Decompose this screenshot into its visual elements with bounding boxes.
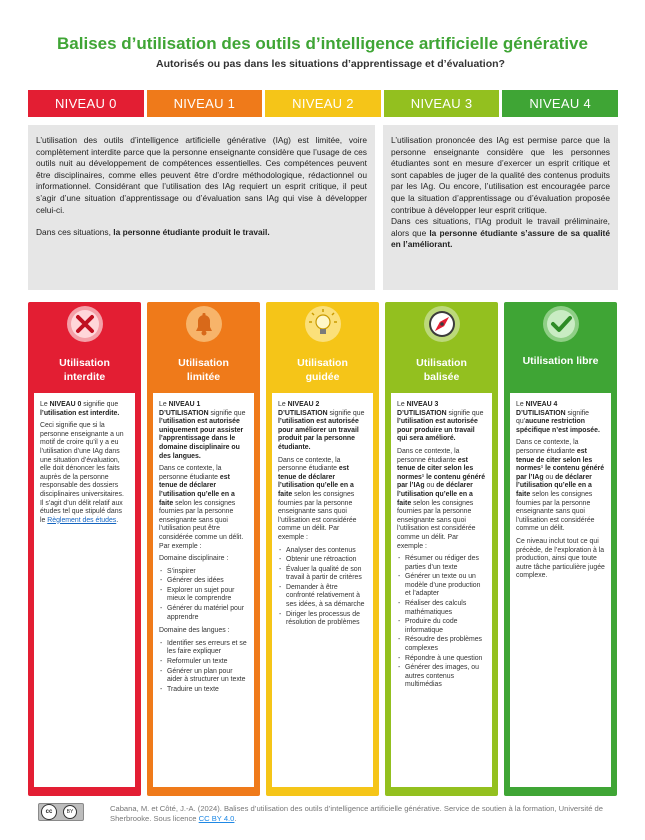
description-high-levels — [383, 125, 618, 290]
list-item: - Générer des idées — [159, 577, 248, 586]
list-item: - Obtenir une rétroaction — [278, 556, 367, 565]
examples-list — [278, 547, 367, 628]
x-mark-icon — [65, 304, 105, 344]
levels-bar — [28, 90, 618, 117]
list-item: - Résoudre des problèmes complexes — [397, 636, 486, 653]
examples-list-languages — [159, 640, 248, 695]
list-item: - Générer des images, ou autres contenus multimédias — [397, 664, 486, 690]
column-body: Le NIVEAU 1 D’UTILISATION signifie que l’utilisation est autorisée uniquement pour assister l’apprentissage dans le domaine disciplinaire ou des langues. Dans ce contexte, la personne étudiante est tenue de déclarer l’utilisation qu’elle en a faite selon les consignes fournies par la personne enseignante sans quoi l’utilisation peut être considérée comme un délit. Par exemple : Domaine disciplinaire : - S’inspirer - Générer des idées - Explorer un sujet pour mieux le comprendre - Générer du matériel pour apprendre Domaine des langues : - Identifier ses erreurs et se les faire expliquer - Reformuler un texte - Générer un plan pour aider à structurer un texte - Traduire un texte — [153, 393, 254, 787]
checkmark-icon — [541, 304, 581, 344]
examples-list-disciplinary — [159, 568, 248, 623]
footer-citation: Cabana, M. et Côté, J.-A. (2024). Balises d’utilisation des outils d’intelligence artificielle générative. Service de soutien à la formation, Université de Sherbrooke. Sous licence CC BY 4.0. — [110, 804, 604, 823]
level-2-label: NIVEAU 2 — [265, 90, 381, 117]
list-item: - Évaluer la qualité de son travail à partir de critères — [278, 566, 367, 583]
list-item: - Diriger les processus de résolution de problèmes — [278, 611, 367, 628]
list-item: - Répondre à une question — [397, 655, 486, 664]
column-heading: Utilisation libre — [522, 355, 599, 367]
column-level-3 — [385, 302, 498, 796]
compass-icon — [422, 304, 462, 344]
level-3-label: NIVEAU 3 — [384, 90, 500, 117]
column-heading: Utilisation limitée — [178, 357, 229, 383]
list-item: - Réaliser des calculs mathématiques — [397, 600, 486, 617]
level-4-label: NIVEAU 4 — [502, 90, 618, 117]
reglement-link[interactable]: Règlement des études — [47, 516, 117, 524]
list-item: - Traduire un texte — [159, 686, 248, 695]
list-item: - Générer un texte ou un modèle d’une production et l’adapter — [397, 573, 486, 599]
list-item: - Générer un plan pour aider à structurer un texte — [159, 668, 248, 685]
page-title: Balises d’utilisation des outils d’intelligence artificielle générative — [57, 34, 588, 53]
list-item: - Analyser des contenus — [278, 547, 367, 556]
column-body: Le NIVEAU 4 D’UTILISATION signifie qu’aucune restriction spécifique n’est imposée. Dans ce contexte, la personne étudiante est tenue de citer selon les normes¹ le contenu généré par l’IAg ou de déclarer l’utilisation qu’elle en a faite selon les consignes fournies par la personne enseignante sans quoi l’utilisation est considérée comme un délit. Ce niveau inclut tout ce qui précède, de l’exploration à la production, ainsi que toute autre tâche particulière jugée complexe. — [510, 393, 611, 787]
list-item: - Produire du code informatique — [397, 618, 486, 635]
column-level-1 — [147, 302, 260, 796]
column-body: Le NIVEAU 3 D’UTILISATION signifie que l’utilisation est autorisée pour produire un travail qui sera amélioré. Dans ce contexte, la personne étudiante est tenue de citer selon les normes¹ le contenu généré par l’IAg ou de déclarer l’utilisation qu’elle en a faite selon les consignes fournies par la personne enseignante sans quoi l’utilisation est considérée comme un délit. Par exemple : - Résumer ou rédiger des parties d’un texte - Générer un texte ou un modèle d’une production et l’adapter - Réaliser des calculs mathématiques - Produire du code informatique - Résoudre des problèmes complexes - Répondre à une question - Générer des images, ou autres contenus multimédias — [391, 393, 492, 787]
list-item: - S’inspirer — [159, 568, 248, 577]
column-level-2 — [266, 302, 379, 796]
column-level-4 — [504, 302, 617, 796]
lightbulb-icon — [303, 304, 343, 344]
list-item: - Générer du matériel pour apprendre — [159, 605, 248, 622]
license-link[interactable]: CC BY 4.0 — [198, 814, 235, 823]
list-item: - Explorer un sujet pour mieux le comprendre — [159, 587, 248, 604]
column-heading: Utilisation guidée — [297, 357, 348, 383]
description-low-p1: L’utilisation des outils d’intelligence artificielle générative (IAg) est limitée, voire complètement interdite parce que la personne enseignante considère que l’usage de ces outils nuit au développement de compétences essentielles. Ces compétences peuvent être disciplinaires, comme elles peuvent être d’ordre méthodologique, rédactionnel ou informationnel. Considérant que l’utilisation des IAg requiert un esprit critique, il peut s’agir d’une situation d’apprentissage ou d’évaluation sans IAg qui vise à développer celui-ci. — [36, 135, 367, 215]
list-item: - Reformuler un texte — [159, 658, 248, 667]
column-heading: Utilisation interdite — [59, 357, 110, 383]
list-item: - Résumer ou rédiger des parties d’un texte — [397, 555, 486, 572]
description-high-p2: Dans ces situations, l’IAg produit le travail préliminaire, alors que la personne étudiante s’assure de sa qualité en l’améliorant. — [391, 216, 611, 250]
bell-icon — [184, 304, 224, 344]
page-subtitle: Autorisés ou pas dans les situations d’apprentissage et d’évaluation? — [156, 58, 505, 70]
examples-list — [397, 555, 486, 690]
column-body: Le NIVEAU 0 signifie que l’utilisation est interdite. Ceci signifie que si la personne enseignante a un motif de croire qu’il y a eu l’utilisation d’une IAg dans une situation d’évaluation, elle doit dénoncer les faits auprès de la personne responsable des dossiers disciplinaires universitaires. Il s’agit d’un délit relatif aux études tel que stipulé dans le Règlement des études. — [34, 393, 135, 787]
list-item: - Demander à être confronté relativement à ses idées, à sa démarche — [278, 584, 367, 610]
level-1-label: NIVEAU 1 — [147, 90, 263, 117]
column-body: Le NIVEAU 2 D’UTILISATION signifie que l’utilisation est autorisée pour améliorer un travail produit par la personne étudiante. Dans ce contexte, la personne étudiante est tenue de déclarer l’utilisation qu’elle en a faite selon les consignes fournies par la personne enseignante sans quoi l’utilisation est considérée comme un délit. Par exemple : - Analyser des contenus - Obtenir une rétroaction - Évaluer la qualité de son travail à partir de critères - Demander à être confronté relativement à ses idées, à sa démarche - Diriger les processus de résolution de problèmes — [272, 393, 373, 787]
description-low-p2: Dans ces situations, la personne étudiante produit le travail. — [36, 227, 270, 238]
column-heading: Utilisation balisée — [416, 357, 467, 383]
cc-by-license-logo: cc BY — [38, 803, 84, 821]
description-low-levels — [28, 125, 375, 290]
level-0-label: NIVEAU 0 — [28, 90, 144, 117]
description-high-p1: L’utilisation prononcée des IAg est permise parce que la personne enseignante considère que les personnes étudiantes sont en mesure d’exercer un esprit critique et sont capables de juger de la qualité des contenus produits par les IAg. Ou encore, l’utilisation est encouragée parce que la situation d’apprentissage ou d’évaluation proposée contribue à développer leur esprit critique. — [391, 135, 610, 215]
column-level-0 — [28, 302, 141, 796]
list-item: - Identifier ses erreurs et se les faire expliquer — [159, 640, 248, 657]
